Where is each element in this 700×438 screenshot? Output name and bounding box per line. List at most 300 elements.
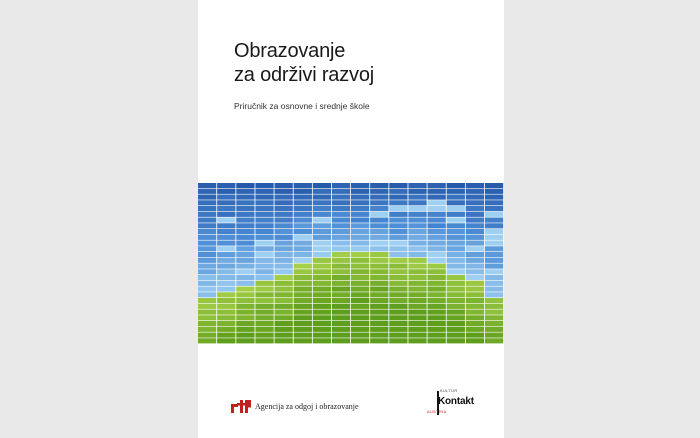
mosaic-tile (255, 200, 273, 205)
mosaic-tile (255, 252, 273, 257)
mosaic-tile (294, 310, 312, 315)
mosaic-tile (485, 229, 503, 234)
mosaic-tile (428, 292, 446, 297)
mosaic-tile (447, 292, 465, 297)
mosaic-tile (447, 310, 465, 315)
mosaic-tile (447, 321, 465, 326)
mosaic-tile (466, 206, 484, 211)
mosaic-tile (255, 241, 273, 246)
mosaic-tile (313, 183, 331, 188)
mosaic-tile (236, 189, 254, 194)
mosaic-tile (236, 292, 254, 297)
mosaic-tile (370, 189, 388, 194)
mosaic-tile (198, 229, 216, 234)
mosaic-tile (428, 333, 446, 338)
mosaic-tile (332, 235, 350, 240)
mosaic-tile (332, 195, 350, 200)
mosaic-tile (408, 275, 426, 280)
mosaic-tile (466, 327, 484, 332)
mosaic-tile (428, 281, 446, 286)
mosaic-tile (351, 327, 369, 332)
mosaic-tile (389, 252, 407, 257)
mosaic-tile (217, 327, 235, 332)
mosaic-tile (217, 206, 235, 211)
mosaic-tile (370, 252, 388, 257)
mosaic-tile (408, 327, 426, 332)
mosaic-tile (217, 218, 235, 223)
mosaic-tile (275, 269, 293, 274)
mosaic-tile (217, 235, 235, 240)
mosaic-tile (294, 275, 312, 280)
mosaic-tile (255, 275, 273, 280)
mosaic-tile (275, 327, 293, 332)
mosaic-tile (294, 292, 312, 297)
mosaic-tile (275, 264, 293, 269)
mosaic-tile (313, 241, 331, 246)
mosaic-tile (255, 287, 273, 292)
mosaic-tile (485, 269, 503, 274)
mosaic-tile (332, 287, 350, 292)
mosaic-tile (217, 321, 235, 326)
mosaic-tile (466, 281, 484, 286)
mosaic-tile (236, 338, 254, 343)
mosaic-tile (332, 229, 350, 234)
mosaic-tile (351, 264, 369, 269)
mosaic-tile (313, 246, 331, 251)
mosaic-tile (236, 298, 254, 303)
mosaic-tile (236, 327, 254, 332)
mosaic-tile (236, 183, 254, 188)
mosaic-tile (485, 264, 503, 269)
mosaic-tile (294, 189, 312, 194)
mosaic-tile (428, 310, 446, 315)
mosaic-tile (370, 275, 388, 280)
kulturkontakt-bottom-text: AUSTRIA (427, 409, 447, 414)
mosaic-tile (466, 241, 484, 246)
mosaic-tile (351, 189, 369, 194)
mosaic-tile (217, 212, 235, 217)
mosaic-tile (294, 281, 312, 286)
mosaic-tile (294, 206, 312, 211)
mosaic-tile (198, 264, 216, 269)
mosaic-tile (408, 183, 426, 188)
mosaic-tile (428, 269, 446, 274)
mosaic-tile (428, 241, 446, 246)
mosaic-tile (466, 223, 484, 228)
mosaic-tile (389, 183, 407, 188)
mosaic-tile (351, 338, 369, 343)
mosaic-tile (294, 258, 312, 263)
mosaic-tile (370, 246, 388, 251)
mosaic-tile (351, 241, 369, 246)
mosaic-tile (370, 183, 388, 188)
mosaic-tile (275, 298, 293, 303)
mosaic-tile (275, 287, 293, 292)
mosaic-tile (255, 258, 273, 263)
mosaic-tile (351, 310, 369, 315)
mosaic-tile (389, 241, 407, 246)
mosaic-tile (236, 281, 254, 286)
mosaic-tile (236, 315, 254, 320)
mosaic-tile (313, 275, 331, 280)
mosaic-tile (466, 264, 484, 269)
mosaic-tile (485, 281, 503, 286)
mosaic-tile (313, 252, 331, 257)
mosaic-tile (370, 315, 388, 320)
mosaic-tile (332, 292, 350, 297)
mosaic-tile (313, 298, 331, 303)
mosaic-tile (485, 241, 503, 246)
mosaic-tile (485, 189, 503, 194)
mosaic-tile (313, 229, 331, 234)
mosaic-tile (217, 310, 235, 315)
mosaic-tile (428, 212, 446, 217)
mosaic-tile (485, 235, 503, 240)
mosaic-tile (275, 218, 293, 223)
mosaic-tile (294, 315, 312, 320)
mosaic-tile (313, 287, 331, 292)
mosaic-tile (255, 333, 273, 338)
mosaic-tile (389, 218, 407, 223)
mosaic-tile (294, 298, 312, 303)
mosaic-tile (255, 310, 273, 315)
mosaic-tile (275, 195, 293, 200)
mosaic-tile (294, 264, 312, 269)
mosaic-tile (447, 206, 465, 211)
mosaic-tile (294, 183, 312, 188)
mosaic-tile (236, 195, 254, 200)
mosaic-tile (351, 315, 369, 320)
mosaic-tile (466, 275, 484, 280)
mosaic-tile (370, 304, 388, 309)
mosaic-tile (466, 338, 484, 343)
mosaic-tile (428, 246, 446, 251)
mosaic-tile (408, 264, 426, 269)
mosaic-tile (332, 183, 350, 188)
book-cover (198, 0, 504, 438)
mosaic-tile (217, 275, 235, 280)
mosaic-tile (485, 304, 503, 309)
mosaic-tile (466, 229, 484, 234)
mosaic-tile (198, 200, 216, 205)
mosaic-tile (466, 292, 484, 297)
mosaic-tile (370, 281, 388, 286)
mosaic-tile (447, 189, 465, 194)
mosaic-tile (255, 212, 273, 217)
mosaic-tile (408, 321, 426, 326)
mosaic-tile (255, 298, 273, 303)
mosaic-tile (294, 338, 312, 343)
mosaic-tile (408, 218, 426, 223)
book-title-line-2: za održivi razvoj (234, 64, 374, 86)
mosaic-tile (217, 252, 235, 257)
mosaic-tile (389, 269, 407, 274)
mosaic-tile (389, 281, 407, 286)
mosaic-tile (447, 315, 465, 320)
mosaic-tile (236, 258, 254, 263)
mosaic-tile (351, 246, 369, 251)
mosaic-tile (389, 327, 407, 332)
aoo-logo-icon (231, 400, 251, 413)
mosaic-tile (408, 206, 426, 211)
mosaic-tile (466, 195, 484, 200)
mosaic-tile (275, 206, 293, 211)
mosaic-tile (275, 281, 293, 286)
mosaic-tile (275, 304, 293, 309)
mosaic-tile (408, 212, 426, 217)
mosaic-tile (313, 218, 331, 223)
mosaic-tile (313, 200, 331, 205)
mosaic-tile (332, 304, 350, 309)
mosaic-tile (466, 212, 484, 217)
mosaic-tile (370, 338, 388, 343)
mosaic-tile (313, 223, 331, 228)
mosaic-tile (198, 321, 216, 326)
mosaic-tile (370, 235, 388, 240)
mosaic-tile (198, 206, 216, 211)
cover-mosaic-illustration (198, 183, 504, 344)
mosaic-tile (198, 258, 216, 263)
mosaic-tile (217, 200, 235, 205)
mosaic-tile (255, 327, 273, 332)
mosaic-tile (294, 269, 312, 274)
mosaic-tile (428, 298, 446, 303)
mosaic-tile (198, 183, 216, 188)
mosaic-tile (485, 327, 503, 332)
mosaic-tile (198, 218, 216, 223)
mosaic-tile (332, 223, 350, 228)
mosaic-tile (370, 333, 388, 338)
mosaic-tile (370, 200, 388, 205)
mosaic-tile (485, 183, 503, 188)
mosaic-tile (370, 292, 388, 297)
mosaic-tile (466, 333, 484, 338)
mosaic-tile (485, 298, 503, 303)
mosaic-tile (332, 189, 350, 194)
mosaic-graphic (198, 183, 504, 344)
mosaic-tile (351, 304, 369, 309)
mosaic-tile (428, 200, 446, 205)
mosaic-tile (389, 310, 407, 315)
mosaic-tile (332, 298, 350, 303)
mosaic-tile (370, 310, 388, 315)
mosaic-tile (255, 206, 273, 211)
mosaic-tile (198, 241, 216, 246)
mosaic-tile (408, 269, 426, 274)
mosaic-tile (236, 200, 254, 205)
mosaic-tile (275, 183, 293, 188)
mosaic-tile (408, 200, 426, 205)
publisher-name: Agencija za odgoj i obrazovanje (255, 401, 359, 411)
mosaic-tile (466, 298, 484, 303)
mosaic-tile (428, 264, 446, 269)
mosaic-tile (217, 229, 235, 234)
mosaic-tile (370, 269, 388, 274)
mosaic-tile (255, 292, 273, 297)
mosaic-tile (217, 189, 235, 194)
mosaic-tile (294, 287, 312, 292)
mosaic-tile (255, 183, 273, 188)
mosaic-tile (466, 235, 484, 240)
mosaic-tile (466, 246, 484, 251)
mosaic-tile (275, 200, 293, 205)
mosaic-tile (370, 287, 388, 292)
mosaic-tile (217, 333, 235, 338)
mosaic-tile (485, 287, 503, 292)
mosaic-tile (217, 269, 235, 274)
mosaic-tile (428, 258, 446, 263)
mosaic-tile (447, 287, 465, 292)
mosaic-tile (198, 189, 216, 194)
mosaic-tile (370, 218, 388, 223)
mosaic-tile (428, 195, 446, 200)
mosaic-tile (313, 195, 331, 200)
mosaic-tile (275, 275, 293, 280)
mosaic-tile (447, 333, 465, 338)
mosaic-tile (408, 258, 426, 263)
mosaic-tile (466, 183, 484, 188)
mosaic-tile (236, 235, 254, 240)
mosaic-tile (294, 241, 312, 246)
mosaic-tile (447, 229, 465, 234)
mosaic-tile (255, 223, 273, 228)
mosaic-tile (351, 287, 369, 292)
mosaic-tile (332, 252, 350, 257)
mosaic-tile (198, 287, 216, 292)
mosaic-tile (389, 235, 407, 240)
mosaic-tile (408, 252, 426, 257)
book-title (234, 39, 374, 87)
mosaic-tile (389, 223, 407, 228)
mosaic-tile (294, 235, 312, 240)
mosaic-tile (447, 195, 465, 200)
mosaic-tile (428, 338, 446, 343)
mosaic-tile (428, 304, 446, 309)
mosaic-tile (255, 269, 273, 274)
mosaic-tile (408, 241, 426, 246)
mosaic-tile (389, 264, 407, 269)
mosaic-tile (255, 218, 273, 223)
mosaic-tile (408, 304, 426, 309)
mosaic-tile (198, 235, 216, 240)
mosaic-tile (351, 218, 369, 223)
mosaic-tile (447, 218, 465, 223)
mosaic-tile (236, 304, 254, 309)
mosaic-tile (389, 206, 407, 211)
mosaic-tile (217, 304, 235, 309)
mosaic-tile (217, 338, 235, 343)
mosaic-tile (275, 241, 293, 246)
mosaic-tile (275, 333, 293, 338)
mosaic-tile (198, 315, 216, 320)
mosaic-tile (351, 252, 369, 257)
mosaic-tile (428, 218, 446, 223)
mosaic-tile (351, 206, 369, 211)
mosaic-tile (370, 327, 388, 332)
mosaic-tile (447, 241, 465, 246)
mosaic-tile (294, 327, 312, 332)
mosaic-tile (408, 315, 426, 320)
mosaic-tile (217, 264, 235, 269)
mosaic-tile (389, 333, 407, 338)
mosaic-tile (255, 321, 273, 326)
mosaic-tile (370, 258, 388, 263)
mosaic-tile (255, 195, 273, 200)
mosaic-tile (198, 338, 216, 343)
mosaic-tile (370, 223, 388, 228)
mosaic-tile (198, 269, 216, 274)
mosaic-tile (198, 304, 216, 309)
mosaic-tile (255, 189, 273, 194)
mosaic-tile (447, 212, 465, 217)
mosaic-tile (294, 218, 312, 223)
mosaic-tile (370, 264, 388, 269)
mosaic-tile (198, 333, 216, 338)
mosaic-tile (389, 304, 407, 309)
mosaic-tile (428, 223, 446, 228)
mosaic-tile (389, 200, 407, 205)
mosaic-tile (313, 321, 331, 326)
mosaic-tile (332, 206, 350, 211)
mosaic-tile (351, 212, 369, 217)
mosaic-tile (447, 264, 465, 269)
mosaic-tile (217, 195, 235, 200)
mosaic-tile (255, 229, 273, 234)
mosaic-tile (428, 315, 446, 320)
mosaic-tile (217, 246, 235, 251)
mosaic-tile (313, 206, 331, 211)
mosaic-tile (217, 298, 235, 303)
mosaic-tile (389, 292, 407, 297)
mosaic-tile (447, 327, 465, 332)
mosaic-tile (332, 218, 350, 223)
mosaic-tile (313, 310, 331, 315)
mosaic-tile (447, 252, 465, 257)
mosaic-tile (236, 310, 254, 315)
mosaic-tile (485, 333, 503, 338)
mosaic-tile (313, 338, 331, 343)
mosaic-tile (447, 269, 465, 274)
mosaic-tile (255, 264, 273, 269)
mosaic-tile (408, 287, 426, 292)
mosaic-tile (275, 246, 293, 251)
mosaic-tile (294, 252, 312, 257)
kulturkontakt-main-text: Kontakt (438, 396, 474, 407)
mosaic-tile (313, 281, 331, 286)
mosaic-tile (275, 212, 293, 217)
mosaic-tile (428, 321, 446, 326)
mosaic-tile (370, 229, 388, 234)
mosaic-tile (408, 189, 426, 194)
mosaic-tile (275, 321, 293, 326)
mosaic-tile (485, 292, 503, 297)
mosaic-tile (313, 264, 331, 269)
mosaic-tile (389, 338, 407, 343)
mosaic-tile (408, 246, 426, 251)
mosaic-tile (408, 310, 426, 315)
mosaic-tile (332, 264, 350, 269)
mosaic-tile (389, 315, 407, 320)
mosaic-tile (408, 338, 426, 343)
mosaic-tile (389, 212, 407, 217)
mosaic-tile (447, 258, 465, 263)
mosaic-tile (217, 241, 235, 246)
mosaic-tile (294, 246, 312, 251)
mosaic-tile (485, 275, 503, 280)
mosaic-tile (389, 321, 407, 326)
mosaic-tile (485, 218, 503, 223)
mosaic-tile (408, 298, 426, 303)
